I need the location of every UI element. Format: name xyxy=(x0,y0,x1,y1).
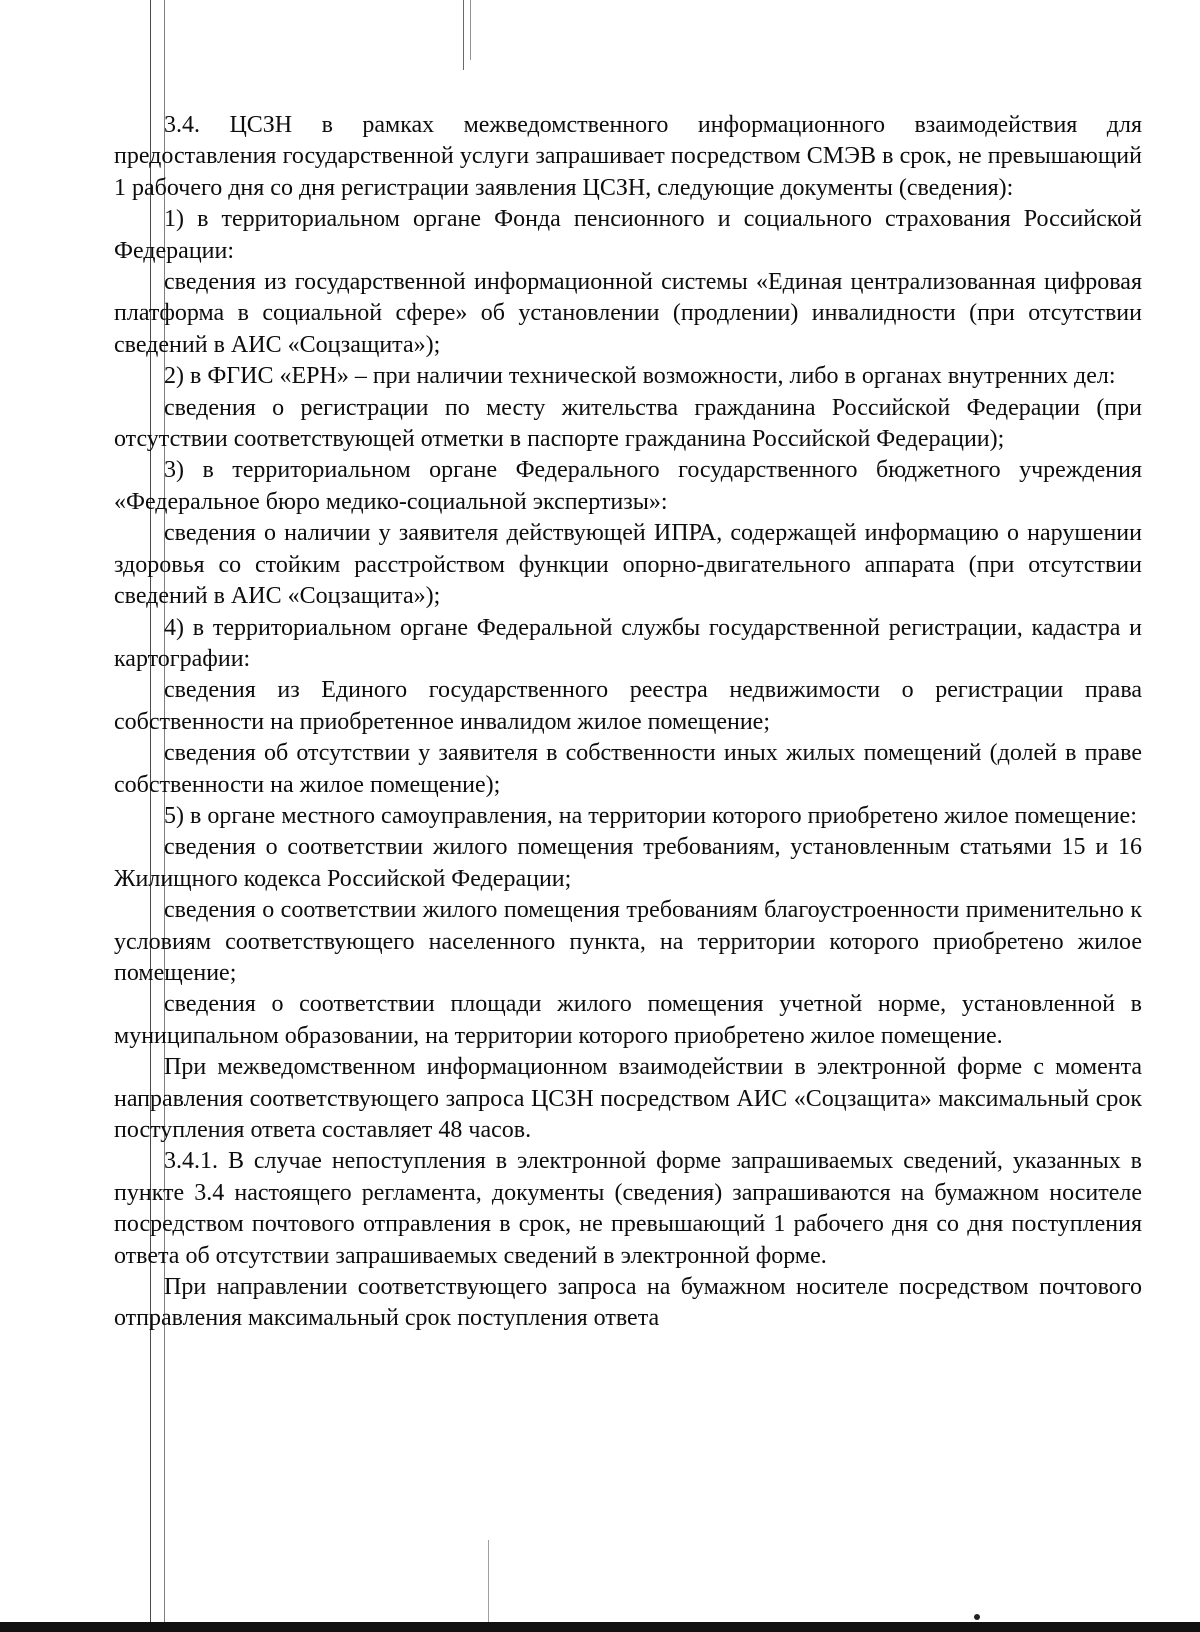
scan-artifact-line xyxy=(470,0,471,60)
paragraph-electronic-deadline: При межведомственном информационном взаимодействии в электронной форме с момента направления соответствующего запроса ЦСЗН посредством АИС «Соцзащита» максимальный срок поступления ответа составляет 48 часов. xyxy=(114,1054,1142,1143)
scan-artifact-line xyxy=(463,0,464,70)
paragraph-item-3-details: сведения о наличии у заявителя действующей ИПРА, содержащей информацию о нарушении здоровья со стойким расстройством функции опорно-двигательного аппарата (при отсутствии сведений в АИС «Соцзащита»); xyxy=(114,520,1142,610)
paragraph-item-5: 5) в органе местного самоуправления, на территории которого приобретено жилое помещение: xyxy=(164,802,1137,829)
scan-artifact-line xyxy=(488,1540,489,1632)
paragraph-item-5-details-b: сведения о соответствии жилого помещения требованиям благоустроенности применительно к условиям соответствующего населенного пункта, на территории которого приобретено жилое помещение; xyxy=(114,897,1142,986)
paragraph-item-4-details-b: сведения об отсутствии у заявителя в собственности иных жилых помещений (долей в праве собственности на жилое помещение); xyxy=(114,740,1142,798)
document-body xyxy=(114,110,1142,1335)
paragraph-item-1: 1) в территориальном органе Фонда пенсионного и социального страхования Российской Федерации: xyxy=(114,206,1142,264)
scan-bottom-edge xyxy=(0,1622,1200,1632)
paragraph-item-5-details-a: сведения о соответствии жилого помещения требованиям, установленным статьями 15 и 16 Жилищного кодекса Российской Федерации; xyxy=(114,834,1142,892)
scan-speck xyxy=(974,1614,980,1620)
paragraph-item-2-details: сведения о регистрации по месту жительства гражданина Российской Федерации (при отсутствии соответствующей отметки в паспорте гражданина Российской Федерации); xyxy=(114,394,1142,453)
paragraph-item-1-details: сведения из государственной информационной системы «Единая централизованная цифровая платформа в социальной сфере» об установлении (продлении) инвалидности (при отсутствии сведений в АИС «Соцзащита»); xyxy=(114,269,1142,358)
paragraph-item-5-details-c: сведения о соответствии площади жилого помещения учетной норме, установленной в муниципальном образовании, на территории которого приобретено жилое помещение. xyxy=(114,991,1142,1049)
paragraph-item-3: 3) в территориальном органе Федерального государственного бюджетного учреждения «Федеральное бюро медико-социальной экспертизы»: xyxy=(114,457,1142,515)
paragraph-item-4-details-a: сведения из Единого государственного реестра недвижимости о регистрации права собственности на приобретенное инвалидом жилое помещение; xyxy=(114,677,1142,735)
paragraph-3-4-1: 3.4.1. В случае непоступления в электронной форме запрашиваемых сведений, указанных в пункте 3.4 настоящего регламента, документы (сведения) запрашиваются на бумажном носителе посредством почтового отправления в срок, не превышающий 1 рабочего дня со дня поступления ответа об отсутствии запрашиваемых сведений в электронной форме. xyxy=(114,1148,1142,1269)
paragraph-item-2: 2) в ФГИС «ЕРН» – при наличии технической возможности, либо в органах внутренних дел: xyxy=(164,363,1116,390)
paragraph-item-4: 4) в территориальном органе Федеральной службы государственной регистрации, кадастра и картографии: xyxy=(114,614,1142,672)
paragraph-3-4: 3.4. ЦСЗН в рамках межведомственного информационного взаимодействия для предоставления государственной услуги запрашивает посредством СМЭВ в срок, не превышающий 1 рабочего дня со дня регистрации заявления ЦСЗН, следующие документы (сведения): xyxy=(114,112,1142,201)
paragraph-paper-deadline: При направлении соответствующего запроса на бумажном носителе посредством почтового отправления максимальный срок поступления ответа xyxy=(114,1274,1142,1332)
